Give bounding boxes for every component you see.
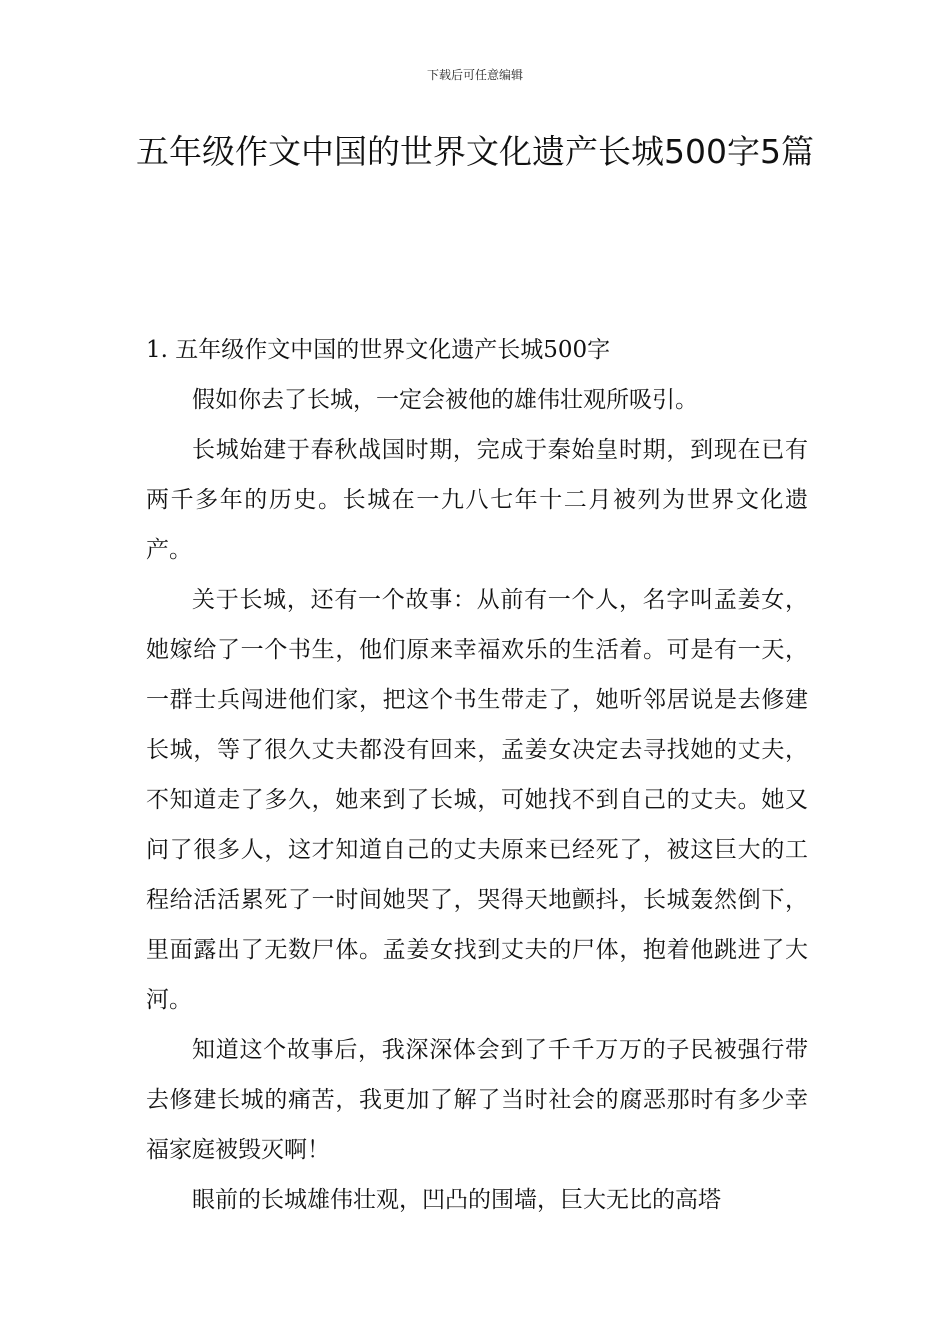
document-title: 五年级作文中国的世界文化遗产长城500字5篇 [136,132,814,171]
section-heading: 1. 五年级作文中国的世界文化遗产长城500字 [146,337,611,363]
page-header: 下载后可任意编辑 [426,68,523,82]
paragraph-2: 长城始建于春秋战国时期，完成于秦始皇时期，到现在已有两千多年的历史。长城在一九八七年十二月被列为世界文化遗产。 [146,437,808,563]
paragraph-3: 关于长城，还有一个故事：从前有一个人，名字叫孟姜女，她嫁给了一个书生，他们原来幸福欢乐的生活着。可是有一天，一群士兵闯进他们家，把这个书生带走了，她听邻居说是去修建长城，等了很久丈夫都没有回来，孟姜女决定去寻找她的丈夫，不知道走了多久，她来到了长城，可她找不到自己的丈夫。她又问了很多人，这才知道自己的丈夫原来已经死了，被这巨大的工程给活活累死了一时间她哭了，哭得天地颤抖，长城轰然倒下，里面露出了无数尸体。孟姜女找到丈夫的尸体，抱着他跳进了大河。 [146,587,808,1013]
paragraph-1: 假如你去了长城，一定会被他的雄伟壮观所吸引。 [192,387,698,413]
paragraph-4: 知道这个故事后，我深深体会到了千千万万的子民被强行带去修建长城的痛苦，我更加了解了当时社会的腐恶那时有多少幸福家庭被毁灭啊！ [146,1037,808,1163]
paragraph-5: 眼前的长城雄伟壮观，凹凸的围墙，巨大无比的高塔 [192,1187,721,1213]
document-body [146,325,808,1225]
